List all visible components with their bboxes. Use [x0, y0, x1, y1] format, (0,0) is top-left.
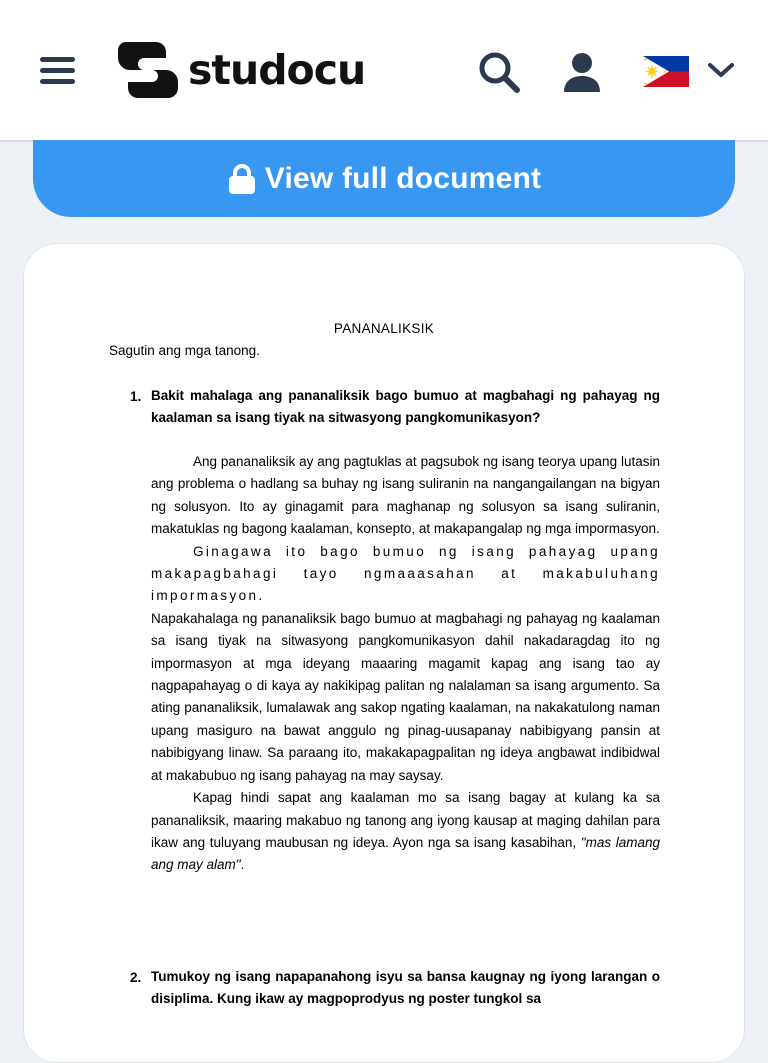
chevron-down-icon[interactable]: [706, 58, 736, 82]
logo-wordmark: studocu: [188, 45, 366, 94]
document-instruction: Sagutin ang mga tanong.: [109, 343, 260, 358]
hamburger-menu-icon[interactable]: [38, 52, 78, 90]
answer-body: [151, 451, 660, 877]
search-icon[interactable]: [476, 50, 522, 94]
answer-paragraph: Ginagawa ito bago bumuo ng isang pahayag upang makapagbahagi tayo ngmaaasahan at makabuluhang impormasyon.: [151, 543, 660, 604]
answer-paragraph: Ang pananaliksik ay ang pagtuklas at pagsubok ng isang teorya upang lutasin ang problema o hadlang sa buhay ng isang suliranin na nangangailangan na bigyan ng solusyon. Ito ay ginagamit para maghanap ng solusyon sa isang suliranin, makatuklas ng bagong kaalaman, konsepto, at makapangalap ng mga impormasyon.: [151, 454, 660, 537]
answer-text: Kapag hindi sapat ang kaalaman mo sa isang bagay at kulang ka sa pananaliksik, maaring makabuo ng tanong ang iyong kausap at maging dahilan para ikaw ang tuluyang maubusan ng ideya. Ayon nga sa isang kasabihan,: [151, 790, 660, 850]
philippines-flag-icon[interactable]: [643, 56, 689, 87]
view-full-document-label: View full document: [264, 161, 542, 195]
answer-paragraph: Napakahalaga ng pananaliksik bago bumuo at magbahagi ng pahayag ng kaalaman sa isang tiyak na sitwasyong pangkomunikasyon dahil nakadaragdag ito ng impormasyon at mga ideyang maaaring magamit kapag ang isang tao ay nagpapahayag o di kaya ay nakikipag palitan ng nalalaman sa isang argumento. Sa ating pananaliksik, lumalawak ang sakop ngating kaalaman, na nakakatulong naman upang masiguro na bawat anggulo ng pinag-uusapanay nabibigyang pansin at nabibigyang linaw. Sa paraang ito, makakapagpalitan ng ideya angbawat indibidwal at makabubuo ng isang pahayag na may saysay.: [151, 610, 660, 783]
question-text: Bakit mahalaga ang pananaliksik bago bumuo at magbahagi ng pahayag ng kaalaman sa isang tiyak na sitwasyong pangkomunikasyon?: [151, 388, 660, 425]
question-text: Tumukoy ng isang napapanahong isyu sa bansa kaugnay ng iyong larangan o disiplima. Kung ikaw ay magpoprodyus ng poster tungkol sa: [151, 969, 660, 1006]
user-icon[interactable]: [562, 52, 602, 94]
studocu-logo-mark-icon: [116, 40, 180, 100]
view-full-document-button[interactable]: [33, 140, 735, 217]
studocu-logo[interactable]: [116, 40, 365, 100]
top-header: [0, 0, 768, 142]
lock-icon: [227, 163, 257, 195]
answer-quote: "mas lamang ang may alam": [151, 834, 660, 873]
answer-end: .: [240, 857, 245, 873]
question-number: 2.: [130, 970, 142, 985]
document-title: PANANALIKSIK: [333, 321, 435, 336]
answer-paragraph: [151, 787, 660, 877]
question-number: 1.: [130, 389, 142, 404]
